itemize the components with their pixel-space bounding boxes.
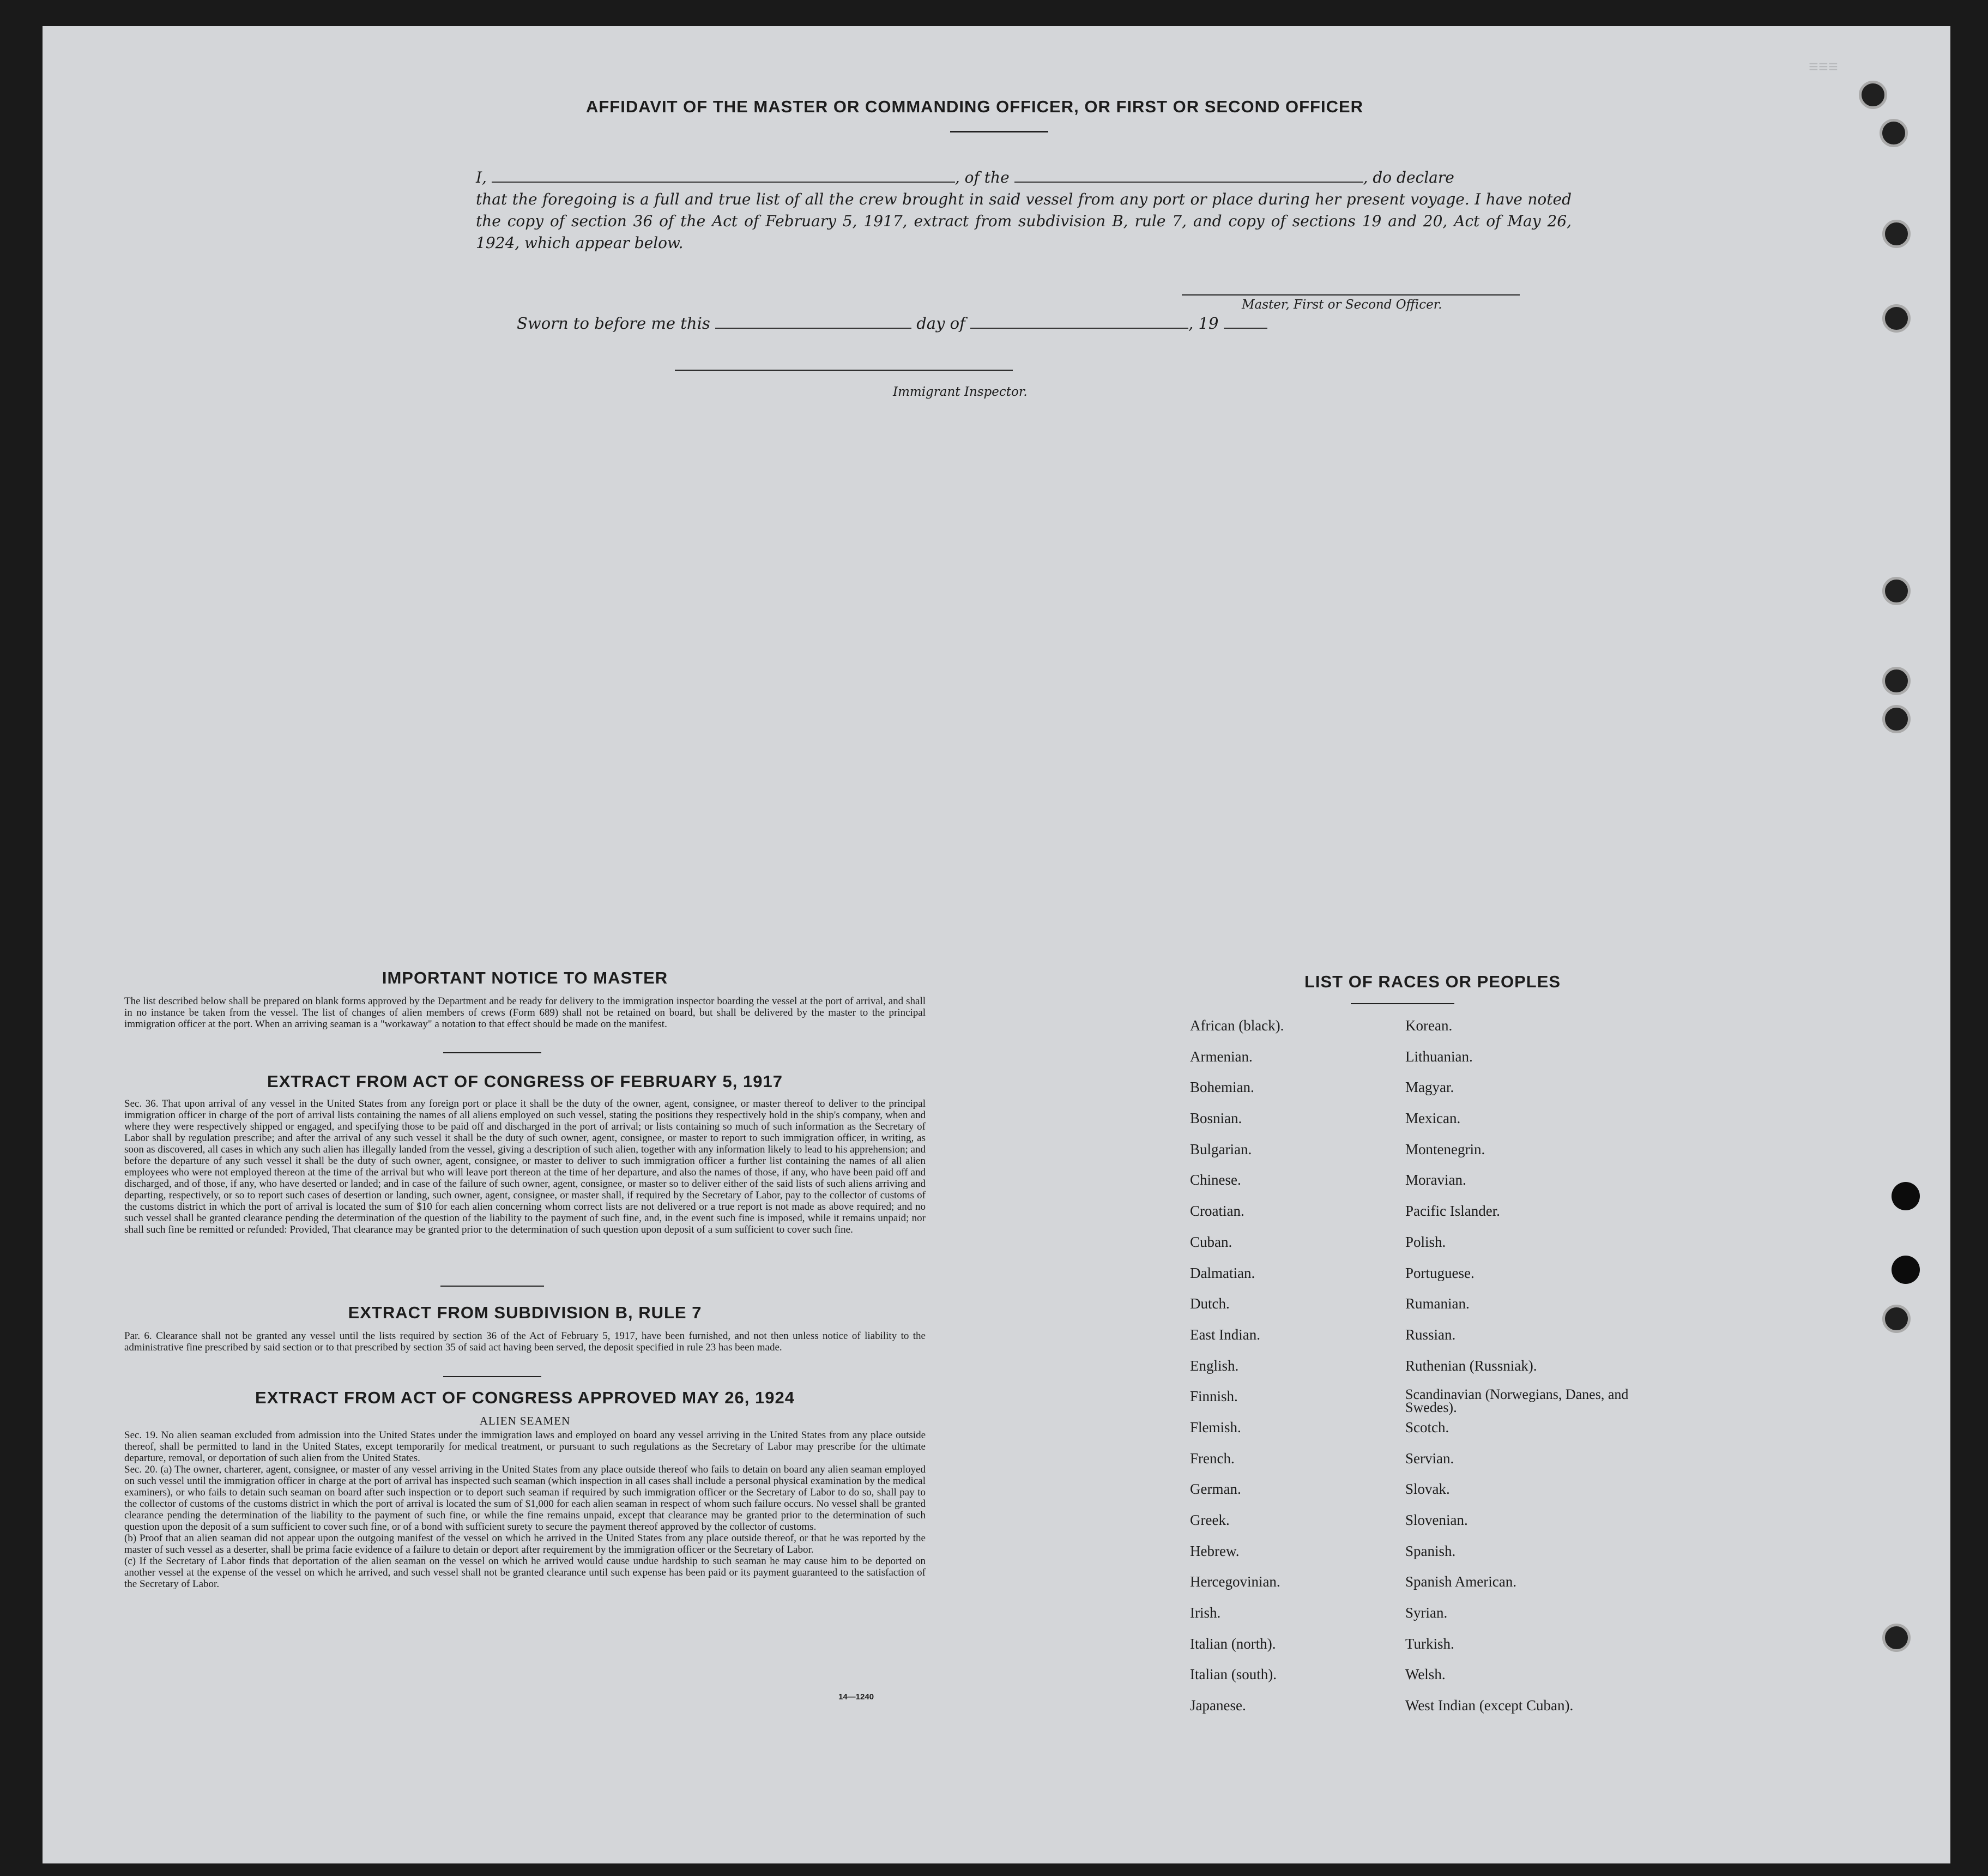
race-item: West Indian (except Cuban). xyxy=(1405,1697,1574,1714)
race-item: Irish. xyxy=(1190,1604,1221,1621)
race-item: Scotch. xyxy=(1405,1419,1449,1435)
rule7-text: Par. 6. Clearance shall not be granted any vessel until the lists required by section 36 of the Act of February 5, 1917, have been furnished, and not then unless notice of liability to the administrative fine prescribed by said section or to that prescribed by section 35 of said act having been served, the deposit specified in rule 23 has been made. xyxy=(124,1330,926,1353)
race-item: Italian (south). xyxy=(1190,1666,1277,1683)
race-item: Finnish. xyxy=(1190,1388,1238,1405)
race-item: Bosnian. xyxy=(1190,1110,1242,1127)
sec20b-text: (b) Proof that an alien seaman did not appear upon the outgoing manifest of the vessel on which he arrived in the United States from any place outside thereof, or that he was reported by the master of such vessel as a deserter, shall be prima facie evidence of a failure to detain or deport after requirement by the immigration officer or the Secretary of Labor. xyxy=(124,1533,926,1555)
declaration-line xyxy=(476,167,1572,189)
sworn-day-of: day of xyxy=(916,314,965,333)
race-item: Slovak. xyxy=(1405,1481,1450,1498)
race-item: Pacific Islander. xyxy=(1405,1203,1500,1220)
extract-1917-title: EXTRACT FROM ACT OF CONGRESS OF FEBRUARY 5, 1917 xyxy=(267,1072,783,1091)
extract-1924-body xyxy=(124,1429,926,1590)
race-item: Ruthenian (Russniak). xyxy=(1405,1357,1537,1374)
race-item: Polish. xyxy=(1405,1233,1446,1250)
declarant-prefix: I, xyxy=(476,168,487,186)
master-signature-line[interactable] xyxy=(1182,294,1520,295)
race-item: Portuguese. xyxy=(1405,1264,1475,1281)
inspector-signature-caption: Immigrant Inspector. xyxy=(893,385,1028,399)
punch-hole xyxy=(1880,119,1908,147)
inspector-signature-line[interactable] xyxy=(675,370,1013,371)
punch-hole xyxy=(1892,1182,1920,1210)
race-item: Hercegovinian. xyxy=(1190,1573,1280,1590)
race-item: Chinese. xyxy=(1190,1172,1241,1189)
race-item: Rumanian. xyxy=(1405,1295,1470,1312)
master-signature-caption: Master, First or Second Officer. xyxy=(1242,298,1442,312)
notice-text: The list described below shall be prepared on blank forms approved by the Department and be ready for delivery to the immigration inspector boarding the vessel at the port of arrival, and shall in no instance be taken from the vessel. The list of changes of alien members of crews (Form 689) shall not be retained on board, but shall be delivered by the master to the principal immigration officer at the port. When an arriving seaman is a "workaway" a notation to that effect should be made on the manifest. xyxy=(124,996,926,1030)
race-item: Montenegrin. xyxy=(1405,1141,1485,1157)
race-item: Lithuanian. xyxy=(1405,1048,1473,1065)
sworn-year-prefix: , 19 xyxy=(1188,314,1219,333)
punch-hole xyxy=(1892,1256,1920,1284)
notice-title: IMPORTANT NOTICE TO MASTER xyxy=(382,968,668,987)
race-item: Bohemian. xyxy=(1190,1079,1254,1096)
divider xyxy=(1351,1003,1454,1004)
race-item: Slovenian. xyxy=(1405,1512,1468,1528)
divider xyxy=(443,1052,541,1053)
races-column-1 xyxy=(1190,1017,1397,1728)
affidavit-title: AFFIDAVIT OF THE MASTER OR COMMANDING OFFICER, OR FIRST OR SECOND OFFICER xyxy=(585,97,1364,116)
sworn-prefix: Sworn to before me this xyxy=(517,314,710,333)
sworn-year-field[interactable] xyxy=(1224,328,1267,329)
race-item: English. xyxy=(1190,1357,1239,1374)
punch-hole xyxy=(1882,577,1911,605)
divider xyxy=(440,1286,544,1287)
form-number: 14—1240 xyxy=(838,1692,874,1702)
race-item: Magyar. xyxy=(1405,1079,1454,1096)
race-item: Spanish American. xyxy=(1405,1573,1516,1590)
race-item: Moravian. xyxy=(1405,1172,1466,1189)
punch-hole xyxy=(1882,1305,1911,1333)
race-item: Armenian. xyxy=(1190,1048,1253,1065)
races-title: LIST OF RACES OR PEOPLES xyxy=(1304,972,1561,991)
sec19-text: Sec. 19. No alien seaman excluded from admission into the United States under the immigration laws and employed on board any vessel arriving in the United States from any place outside thereof, shall be permitted to land in the United States, except temporarily for medical treatment, or pursuant to such regulations as the Secretary of Labor may prescribe for the ultimate departure, removal, or deportation of such alien from the United States. xyxy=(124,1429,926,1464)
punch-hole xyxy=(1882,705,1911,733)
race-item: Spanish. xyxy=(1405,1542,1456,1559)
race-item: Flemish. xyxy=(1190,1419,1241,1435)
divider xyxy=(950,131,1048,132)
vessel-prefix: , of the xyxy=(954,168,1010,186)
race-item: Korean. xyxy=(1405,1017,1453,1034)
declarant-name-field[interactable] xyxy=(492,182,955,183)
race-item: Dutch. xyxy=(1190,1295,1230,1312)
punch-hole xyxy=(1859,81,1887,109)
race-item: Hebrew. xyxy=(1190,1542,1240,1559)
race-item: Russian. xyxy=(1405,1326,1456,1343)
bleed-through-text: ≡≡≡ xyxy=(1809,59,1839,77)
race-item: French. xyxy=(1190,1450,1235,1467)
rule7-title: EXTRACT FROM SUBDIVISION B, RULE 7 xyxy=(348,1303,702,1322)
sworn-month-field[interactable] xyxy=(970,328,1188,329)
race-item: Mexican. xyxy=(1405,1110,1461,1127)
sworn-line xyxy=(517,314,1267,333)
race-item: Turkish. xyxy=(1405,1635,1454,1652)
race-item: German. xyxy=(1190,1481,1241,1498)
race-item: Dalmatian. xyxy=(1190,1264,1255,1281)
race-item: Greek. xyxy=(1190,1512,1230,1528)
race-item: Cuban. xyxy=(1190,1233,1232,1250)
races-column-2 xyxy=(1405,1017,1667,1728)
race-item: Japanese. xyxy=(1190,1697,1246,1714)
extract-1924-title: EXTRACT FROM ACT OF CONGRESS APPROVED MAY 26, 1924 xyxy=(255,1388,795,1407)
sec20a-text: Sec. 20. (a) The owner, charterer, agent, consignee, or master of any vessel arriving in the United States from any place outside thereof who fails to detain on board any alien seaman employed on such vessel until the immigration officer in charge at the port of arrival has inspected such seaman (which inspection in all cases shall include a personal physical examination by the medical examiners), or who fails to detain such seaman on board after such inspection or to deport such seaman if required by such immigration officer or the Secretary of Labor to do so, shall pay to the collector of customs of the customs district in which the port of arrival is located the sum of $1,000 for each alien seaman in respect of whom such failure occurs. No vessel shall be granted clearance pending the determination of the liability to the payment of such fine, or while the fine remains unpaid, except that clearance may be granted prior to the determination of such question upon the deposit of a sum sufficient to cover such fine, or of a bond with sufficient surety to secure the payment thereof approved by the collector of customs. xyxy=(124,1464,926,1533)
extract-1917-text: Sec. 36. That upon arrival of any vessel in the United States from any foreign port or place it shall be the duty of the owner, agent, consignee, or master thereof to deliver to the principal immigration officer in charge of the port of arrival lists containing the names of all aliens employed on such vessel, stating the positions they respectively hold in the ship's company, when and where they were respectively shipped or engaged, and specifying those to be paid off and discharged in the port of arrival; or lists containing so much of such information as the Secretary of Labor shall by regulation prescribe; and after the arrival of any such vessel it shall be the duty of such owner, agent, consignee, or master to report to such immigration officer, in writing, as soon as discovered, all cases in which any such alien has illegally landed from the vessel, giving a description of such alien, together with any information likely to lead to his apprehension; and before the departure of any such vessel it shall be the duty of such owner, agent, consignee, or master to deliver to such immigration officer a further list containing the names of all alien employees who were not employed thereon at the time of the arrival but who will leave port thereon at the time of her departure, and also the names of those, if any, who have been paid off and discharged, and of those, if any, who have deserted or landed; and in case of the failure of such owner, agent, consignee, or master so to deliver either of the said lists of such aliens arriving and departing, respectively, or so to report such cases of desertion or landing, such owner, agent, consignee, or master shall, if required by the Secretary of Labor, pay to the collector of customs of the customs district in which the port of arrival is located the sum of $10 for each alien concerning whom correct lists are not delivered or a true report is not made as above required; and no such vessel shall be granted clearance pending the determination of the question of the liability to the payment of such fine, and, in the event such fine is imposed, while it remains unpaid; nor shall such fine be remitted or refunded: Provided, That clearance may be granted prior to the determination of such question upon deposit of a sum sufficient to cover such fine. xyxy=(124,1098,926,1235)
race-item: Welsh. xyxy=(1405,1666,1446,1683)
punch-hole xyxy=(1882,1624,1911,1652)
race-item: Croatian. xyxy=(1190,1203,1244,1220)
race-item: East Indian. xyxy=(1190,1326,1260,1343)
sec20c-text: (c) If the Secretary of Labor finds that deportation of the alien seaman on the vessel on which he arrived would cause undue hardship to such seaman he may cause him to be deported on another vessel at the expense of the vessel on which he arrived, and such vessel shall not be granted clearance until such expense has been paid or its payment guaranteed to the satisfaction of the Secretary of Labor. xyxy=(124,1555,926,1590)
punch-hole xyxy=(1882,220,1911,248)
affidavit-declaration xyxy=(476,167,1572,254)
race-item: African (black). xyxy=(1190,1017,1284,1034)
alien-seamen-subtitle: ALIEN SEAMEN xyxy=(479,1414,571,1427)
race-item: Syrian. xyxy=(1405,1604,1448,1621)
race-item: Servian. xyxy=(1405,1450,1454,1467)
race-item: Scandinavian (Norwegians, Danes, and Swedes). xyxy=(1405,1386,1629,1416)
divider xyxy=(443,1376,541,1377)
declare-suffix: , do declare xyxy=(1363,168,1454,186)
affidavit-body: that the foregoing is a full and true list of all the crew brought in said vessel from any port or place during her present voyage. I have noted the copy of section 36 of the Act of February 5, 1917, extract from subdivision B, rule 7, and copy of sections 19 and 20, Act of May 26, 1924, which appear below. xyxy=(476,190,1572,252)
document-sheet xyxy=(43,26,1950,1863)
sworn-day-field[interactable] xyxy=(715,328,911,329)
race-item: Italian (north). xyxy=(1190,1635,1276,1652)
punch-hole xyxy=(1882,304,1911,333)
punch-hole xyxy=(1882,667,1911,695)
race-item: Bulgarian. xyxy=(1190,1141,1252,1157)
vessel-name-field[interactable] xyxy=(1014,182,1363,183)
